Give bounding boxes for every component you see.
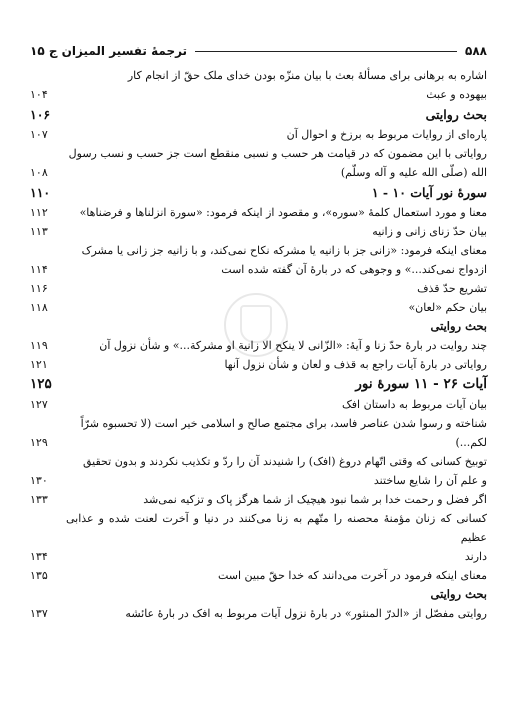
toc-entry	[30, 547, 487, 566]
toc-page-number: ۱۲۹	[30, 436, 48, 449]
toc-page-number: ۱۳۰	[30, 474, 48, 487]
toc-entry-text: کسانی که زنان مؤمنهٔ محصنه را متّهم به زنا می‌کنند در دنیا و آخرت لعنت شده و عذابی عظیم	[66, 512, 487, 544]
toc-entry-text: بحث روایتی	[430, 587, 487, 601]
toc-entry	[30, 125, 487, 144]
toc-entry	[30, 414, 487, 433]
toc-page-number: ۱۱۲	[30, 206, 48, 219]
toc-entry-text: روایاتی با این مضمون که در قیامت هر حسب و نسبی منقطع است جز حسب و نسب رسول	[68, 147, 487, 160]
toc-page-number: ۱۲۱	[30, 358, 48, 371]
toc-entry-text: لکم...)	[455, 436, 487, 449]
toc-entry	[30, 509, 487, 547]
toc-entry-text: بحث روایتی	[425, 107, 487, 122]
toc-entry-text: بیان آیات مربوط به داستان افک	[341, 398, 487, 411]
toc-page-number: ۱۳۷	[30, 607, 48, 620]
page-number: ۵۸۸	[465, 44, 487, 58]
toc-page-number: ۱۲۵	[30, 376, 52, 392]
toc-page-number: ۱۲۷	[30, 398, 48, 411]
toc-page-number: ۱۰۴	[30, 88, 48, 101]
toc-entry-text: چند روایت در بارهٔ حدّ زنا و آیهٔ: «الزّانی لا ینکح الا زانیة او مشرکة...» و شأن نزول آن	[99, 339, 487, 352]
toc-entry-text: معنای اینکه فرمود: «زانی جز با زانیه یا مشرکه نکاح نمی‌کند، و با زانیه جز زانی یا مشرک	[81, 244, 487, 257]
page-header	[30, 42, 487, 60]
toc-page-number: ۱۱۴	[30, 263, 48, 276]
toc-section-heading	[30, 182, 487, 203]
toc-entry	[30, 355, 487, 374]
toc-entry	[30, 260, 487, 279]
toc-page-number: ۱۱۶	[30, 282, 48, 295]
header-rule	[195, 51, 457, 52]
toc-entry	[30, 471, 487, 490]
toc-entry-text: اگر فضل و رحمت خدا بر شما نبود هیچیک از شما هرگز پاک و تزکیه نمی‌شد	[143, 493, 487, 506]
toc-entry	[30, 452, 487, 471]
toc-entry	[30, 85, 487, 104]
toc-entry-text: ازدواج نمی‌کند...» و وجوهی که در بارهٔ آن گفته شده است	[221, 263, 487, 276]
toc-section-heading	[30, 104, 487, 125]
toc-section-heading	[30, 585, 487, 604]
toc-entry	[30, 163, 487, 182]
toc-entry-text: بیهوده و عبث	[426, 88, 487, 101]
toc-entry-text: دارند	[464, 550, 487, 563]
toc-entry	[30, 604, 487, 623]
toc-entry	[30, 433, 487, 452]
toc-entry-text: سورهٔ نور آیات ۱۰ - ۱	[371, 185, 487, 200]
toc-entry-text: معنا و مورد استعمال کلمهٔ «سوره»، و مقصود از اینکه فرمود: «سورة انزلناها و فرضناها»	[79, 206, 487, 219]
toc-entry	[30, 298, 487, 317]
toc-entry	[30, 66, 487, 85]
toc-entry-text: بیان حدّ زنای زانی و زانیه	[372, 225, 487, 238]
toc-entry-text: و علم آن را شایع ساختند	[373, 474, 487, 487]
toc-entry-text: اشاره به برهانی برای مسألهٔ بعث با بیان منزّه بودن خدای ملک حقّ از انجام کار	[127, 69, 487, 82]
toc-entry	[30, 222, 487, 241]
toc-entry-text: پاره‌ای از روایات مربوط به برزخ و احوال آن	[286, 128, 487, 141]
toc-entry-text: الله (صلّی الله علیه و آله وسلّم)	[340, 166, 487, 179]
toc-page-number: ۱۰۷	[30, 128, 48, 141]
toc-page-number: ۱۳۴	[30, 550, 48, 563]
toc-page-number: ۱۰۶	[30, 107, 51, 122]
toc-entry-text: آیات ۲۶ - ۱۱ سورهٔ نور	[355, 376, 487, 392]
toc-entry	[30, 203, 487, 222]
table-of-contents	[30, 66, 487, 623]
toc-entry-text: روایتی مفصّل از «الدرّ المنثور» در بارهٔ نزول آیات مربوط به افک در بارهٔ عائشه	[125, 607, 487, 620]
toc-entry-text: روایاتی در بارهٔ آیات راجع به قذف و لعان و شأن نزول آنها	[224, 358, 487, 371]
toc-page-number: ۱۳۵	[30, 569, 48, 582]
toc-page-number: ۱۳۳	[30, 493, 48, 506]
toc-entry	[30, 395, 487, 414]
running-title: ترجمهٔ تفسیر المیزان ج ۱۵	[30, 44, 188, 58]
toc-entry-text: معنای اینکه فرمود در آخرت می‌دانند که خدا حقّ مبین است	[217, 569, 487, 582]
toc-entry	[30, 279, 487, 298]
toc-entry-text: توبیخ کسانی که وقتی اتّهام دروغ (افک) را شنیدند آن را ردّ و تکذیب نکردند و بدون تحقیق	[83, 455, 487, 468]
toc-entry	[30, 241, 487, 260]
toc-entry	[30, 490, 487, 509]
toc-page-number: ۱۱۳	[30, 225, 48, 238]
toc-page-number: ۱۱۸	[30, 301, 48, 314]
toc-entry-text: شناخته و رسوا شدن عناصر فاسد، برای مجتمع صالح و اسلامی خیر است (لا تحسبوه شرّاً	[80, 417, 487, 430]
toc-entry	[30, 336, 487, 355]
toc-entry-text: تشریع حدّ قذف	[417, 282, 487, 295]
toc-entry-text: بیان حکم «لعان»	[408, 301, 487, 314]
toc-entry-text: بحث روایتی	[430, 319, 487, 333]
toc-page-number: ۱۱۰	[30, 185, 51, 200]
toc-section-heading	[30, 374, 487, 395]
toc-page-number: ۱۱۹	[30, 339, 48, 352]
toc-entry	[30, 144, 487, 163]
toc-section-heading	[30, 317, 487, 336]
toc-entry	[30, 566, 487, 585]
toc-page-number: ۱۰۸	[30, 166, 48, 179]
